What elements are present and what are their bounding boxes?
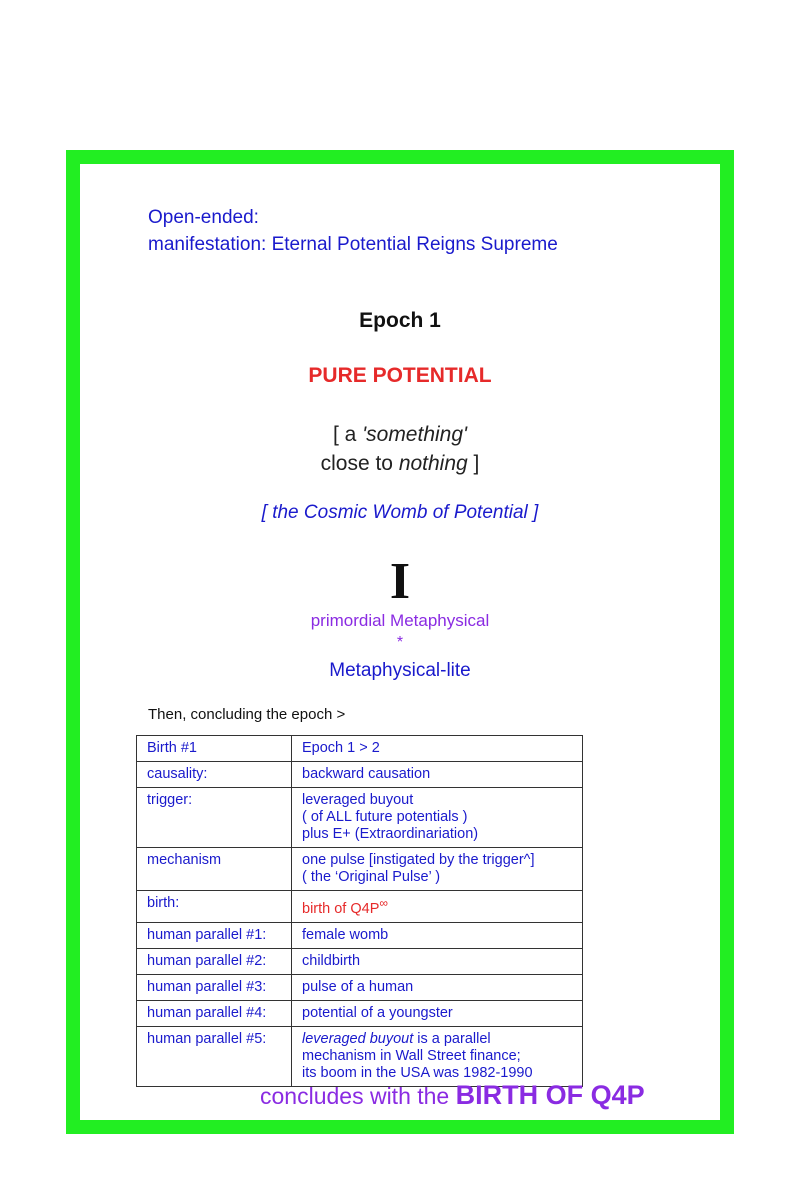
intro-text — [148, 204, 558, 258]
table-row — [137, 1026, 583, 1086]
table-row — [137, 736, 583, 762]
primordial-text: primordial Metaphysical — [310, 611, 490, 630]
bracket-open: [ a — [332, 423, 363, 446]
table-row — [137, 974, 583, 1000]
nothing-word: nothing — [398, 452, 468, 475]
table-row — [137, 762, 583, 788]
table-row — [137, 948, 583, 974]
row-value: Epoch 1 > 2 — [292, 736, 583, 762]
lbo-italic: leveraged buyout — [302, 1030, 414, 1047]
table-row — [137, 922, 583, 948]
conclusion-prefix: concludes with the — [260, 1083, 456, 1109]
epoch-title: Epoch 1 — [359, 309, 441, 332]
row-value: potential of a youngster — [292, 1000, 583, 1026]
row-key: causality: — [137, 762, 292, 788]
roman-numeral: I — [389, 553, 411, 610]
cosmic-womb-text: [ the Cosmic Womb of Potential ] — [261, 502, 539, 523]
row-key: trigger: — [137, 788, 292, 848]
lbo-rest: is a parallel — [413, 1030, 491, 1047]
something-word: 'something' — [362, 423, 468, 446]
mechanism-line-1: one pulse [instigated by the trigger^] — [302, 852, 535, 868]
row-key: human parallel #3: — [137, 974, 292, 1000]
row-key: human parallel #4: — [137, 1000, 292, 1026]
then-label: Then, concluding the epoch > — [148, 706, 346, 723]
table-row — [137, 848, 583, 891]
trigger-line-3: plus E+ (Extraordinariation) — [302, 826, 479, 842]
row-key: birth: — [137, 891, 292, 923]
infinity-superscript: ∞ — [379, 896, 388, 910]
something-nothing-text — [66, 420, 734, 478]
intro-line-1: Open-ended: — [148, 207, 259, 228]
lbo-line-3: its boom in the USA was 1982-1990 — [302, 1064, 533, 1081]
table-row — [137, 891, 583, 923]
trigger-line-2: ( of ALL future potentials ) — [302, 809, 468, 825]
conclusion-text — [260, 1080, 645, 1111]
row-key: human parallel #2: — [137, 948, 292, 974]
row-key: mechanism — [137, 848, 292, 891]
table-row — [137, 1000, 583, 1026]
table-row — [137, 788, 583, 848]
pure-potential-heading: PURE POTENTIAL — [308, 364, 492, 387]
row-value — [292, 848, 583, 891]
lbo-line-2: mechanism in Wall Street finance; — [302, 1047, 521, 1064]
birth-value: birth of Q4P — [302, 900, 380, 917]
asterisk: * — [396, 634, 404, 651]
metaphysical-lite-text: Metaphysical-lite — [329, 660, 471, 681]
row-value — [292, 1026, 583, 1086]
epoch-table — [136, 735, 583, 1087]
trigger-line-1: leveraged buyout — [302, 792, 414, 808]
row-key: Birth #1 — [137, 736, 292, 762]
row-key: human parallel #1: — [137, 922, 292, 948]
row-value — [292, 788, 583, 848]
row-value: female womb — [292, 922, 583, 948]
conclusion-bold: BIRTH OF Q4P — [455, 1080, 645, 1110]
intro-line-2: manifestation: Eternal Potential Reigns Supreme — [148, 234, 558, 255]
row-value: childbirth — [292, 948, 583, 974]
bracket-end: ] — [467, 452, 480, 475]
row-key: human parallel #5: — [137, 1026, 292, 1086]
row-value: backward causation — [292, 762, 583, 788]
mechanism-line-2: ( the ‘Original Pulse’ ) — [302, 869, 441, 885]
close-to-text: close to — [320, 452, 399, 475]
row-value — [292, 891, 583, 923]
row-value: pulse of a human — [292, 974, 583, 1000]
